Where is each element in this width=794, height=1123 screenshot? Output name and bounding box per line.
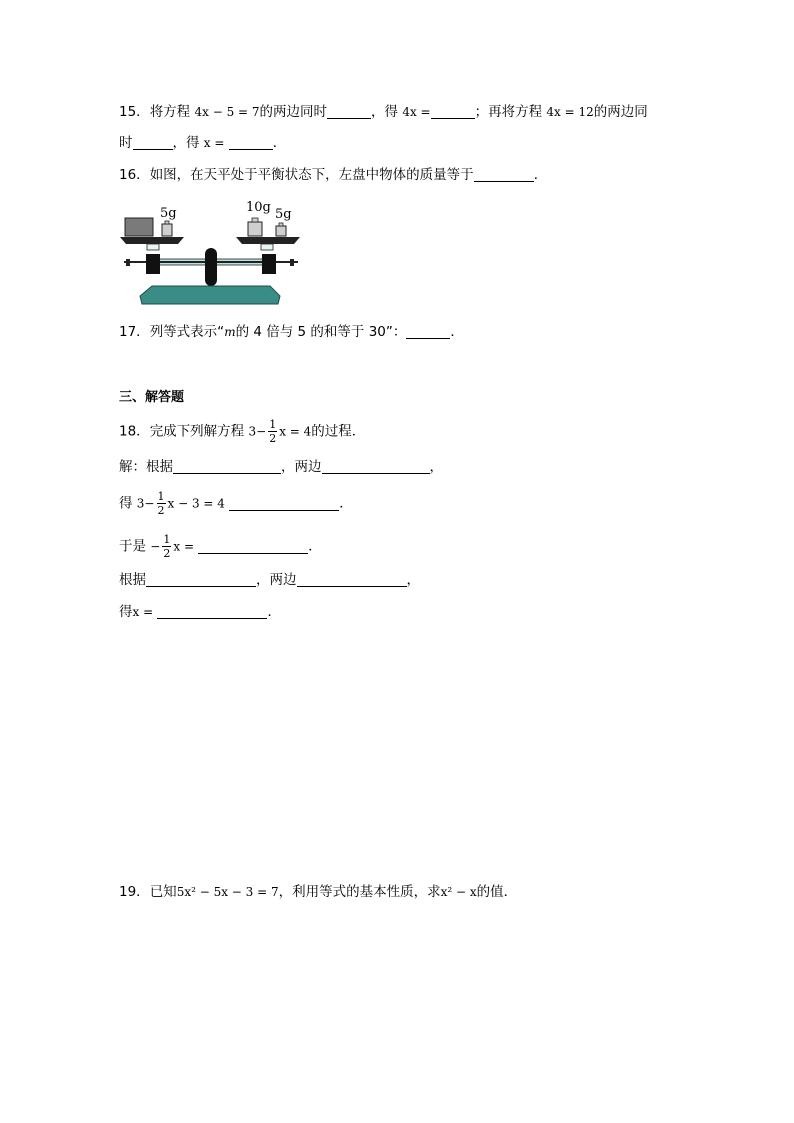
question-end: ． (533, 167, 548, 183)
solution-text: ， (406, 572, 420, 588)
balance-scale-figure (118, 196, 308, 308)
center-post (205, 248, 217, 286)
answer-blank[interactable] (322, 459, 430, 474)
solution-line-4 (119, 570, 420, 590)
equation: 3− (248, 424, 267, 439)
fraction-denominator: 2 (157, 504, 165, 517)
equation: 4x − 5 = 7 (194, 105, 260, 119)
answer-blank[interactable] (297, 572, 407, 587)
question-text: 完成下列解方程 (149, 423, 245, 440)
question-15-line-1 (119, 102, 648, 122)
question-text: ，得 (172, 135, 200, 151)
fraction-numerator: 1 (163, 533, 171, 546)
question-text: ，得 (371, 104, 399, 120)
equation: x² − x (440, 885, 477, 899)
solution-text: 解：根据 (119, 459, 173, 475)
right-weight-big-label: 10g (246, 200, 271, 215)
equation: x − 3 = 4 (167, 496, 225, 511)
equation: 5x² − 5x − 3 = 7 (176, 885, 279, 899)
question-end: ． (450, 324, 464, 340)
answer-blank[interactable] (327, 104, 371, 119)
question-end: ． (272, 135, 287, 151)
question-16-line (119, 165, 547, 185)
fraction (268, 418, 277, 445)
solution-end: ． (267, 604, 281, 620)
answer-blank[interactable] (198, 539, 308, 554)
fraction-numerator: 1 (269, 418, 277, 431)
left-weight-5g (162, 224, 172, 236)
right-weight-10g (248, 222, 262, 236)
question-text: 列等式表示“ (149, 324, 225, 340)
answer-blank[interactable] (146, 572, 256, 587)
fraction-numerator: 1 (157, 490, 165, 503)
balance-base (140, 286, 280, 304)
right-pan (236, 237, 300, 244)
solution-text: ， (429, 459, 443, 475)
question-number: 15． (119, 104, 150, 120)
solution-line-5 (119, 602, 281, 622)
question-number: 17． (119, 324, 150, 340)
section-title: 三、解答题 (119, 390, 185, 405)
question-text: 已知 (149, 884, 177, 900)
equation: 4x = 12 (546, 105, 594, 119)
solution-line-2 (119, 490, 353, 517)
equation: x = (173, 539, 194, 554)
answer-blank[interactable] (157, 604, 267, 619)
variable: m (224, 325, 236, 339)
right-weight-small-label: 5g (275, 207, 292, 222)
question-number: 19． (119, 884, 150, 900)
question-text: 如图，在天平处于平衡状态下，左盘中物体的质量等于 (149, 167, 474, 183)
left-pan (120, 237, 184, 244)
solution-line-3 (119, 533, 322, 560)
equation: x = (132, 605, 154, 619)
fraction-denominator: 2 (269, 432, 277, 445)
question-text: 将方程 (149, 104, 191, 120)
solution-text: 于是 (119, 538, 146, 555)
fraction (157, 490, 166, 517)
question-text: 的两边同时 (259, 104, 328, 120)
answer-blank[interactable] (229, 496, 339, 511)
answer-blank[interactable] (133, 135, 173, 150)
answer-blank[interactable] (431, 104, 475, 119)
solution-end: ． (339, 495, 353, 512)
left-weight-label: 5g (160, 206, 177, 221)
question-text: ，利用等式的基本性质，求 (278, 884, 441, 900)
solution-text: 根据 (119, 572, 146, 588)
question-18-line (119, 418, 365, 445)
left-object-box (125, 218, 153, 236)
equation: x = (203, 136, 225, 150)
question-number: 16． (119, 167, 150, 183)
question-text: 时 (119, 135, 133, 151)
question-text: 的过程． (311, 423, 366, 440)
solution-text: ，两边 (281, 459, 322, 475)
equation: 4x = (402, 105, 431, 119)
question-19-line (119, 882, 517, 902)
equation: 3− (136, 496, 155, 511)
answer-blank[interactable] (474, 167, 534, 182)
right-weight-5g (276, 226, 286, 236)
solution-text: ，两边 (256, 572, 297, 588)
equation: − (150, 539, 161, 554)
answer-blank[interactable] (406, 324, 450, 339)
question-number: 18． (119, 423, 150, 440)
question-text: 的两边同 (593, 104, 648, 120)
fraction (162, 533, 171, 560)
question-text: ；再将方程 (474, 104, 543, 120)
equation: x = 4 (279, 424, 312, 439)
question-15-line-2 (119, 133, 286, 153)
solution-end: ． (308, 538, 322, 555)
fraction-denominator: 2 (163, 547, 171, 560)
answer-blank[interactable] (173, 459, 281, 474)
answer-blank[interactable] (229, 135, 273, 150)
solution-text: 得 (119, 604, 133, 620)
solution-line-1 (119, 457, 443, 477)
question-text: 的值． (476, 884, 518, 900)
question-17-line (119, 322, 464, 342)
solution-text: 得 (119, 495, 133, 512)
question-text: 的 4 倍与 5 的和等于 30”： (235, 324, 407, 340)
